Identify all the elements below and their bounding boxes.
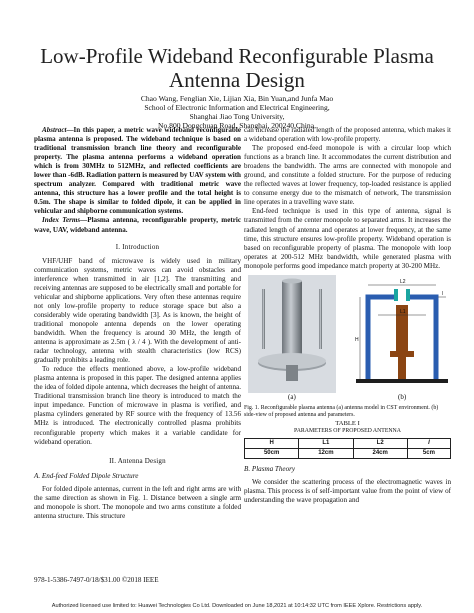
index-terms-text: —Plasma antenna, reconfigurable property, metric wave, UAV, wideband antenna.	[34, 216, 241, 234]
figure-label-b: (b)	[398, 392, 407, 401]
antenna-model-drawing	[248, 275, 336, 393]
table-header-cell: L1	[299, 438, 353, 448]
table-cell: 24cm	[353, 448, 407, 458]
abstract-text: —In this paper, a metric wave wideband reconfigurable plasma antenna is proposed. The wideband technique is based on traditional transmission branch line theory and reconfigurable property. The plasma antenna performs a wideband operation which is from 30MHz to 512MHz, and reflected coefficients are lower than -6dB. Radiation pattern is measured by UAV system with spectrum analyzer. Compared with traditional metric wave antenna, this structure has a lower profile and the total height is 0.5m. The shape is similar to folded dipole, it can be applied in vehicular and shipborne communication systems.	[34, 126, 241, 216]
table-cell: 12cm	[299, 448, 353, 458]
dimension-label-l: l	[442, 290, 444, 297]
table-header-cell: L2	[353, 438, 407, 448]
right-column	[244, 126, 451, 505]
section-heading-antenna-design: II. Antenna Design	[109, 456, 166, 465]
antenna-model-image	[248, 275, 336, 393]
figure-caption: Fig. 1. Reconfigurable plasma antenna (a) antenna model in CST environment. (b) side-view of proposed antenna and parameters.	[244, 404, 439, 419]
title-line-2: Antenna Design	[169, 68, 305, 92]
dimension-label-l2: L2	[400, 278, 406, 285]
right-paragraph-2: The proposed end-feed monopole is with a circular loop which functions as a branch line. It accommodates the current distribution and broadens the bandwidth. The arms are connected with monopole and ground, and constitute a folded structure. For the purpose of reducing the reflected waves at lower frequency, top-loaded resistance is applied to consume energy due to the mismatch of network, The transmission line operates in a travelling wave state.	[244, 144, 451, 207]
download-notice: Authorized licensed use limited to: Huawei Technologies Co Ltd. Downloaded on June 18,2021 at 10:14:32 UTC from IEEE Xplore. Restrictions apply.	[51, 603, 423, 609]
section-b-paragraph: We consider the scattering process of the electromagnetic waves in plasma. This process is of self-important value from the point of view of understanding the wave propagation and	[244, 477, 451, 504]
title-line-1: Low-Profile Wideband Reconfigurable Plasma	[40, 44, 434, 68]
table-header-row	[245, 438, 451, 448]
dimension-label-h: H	[355, 336, 359, 343]
intro-paragraph-1: VHF/UHF band of microwave is widely used in military communication systems, metric waves can avoid obstacles and interference when transmitted in air [1,2]. The transmitting and receiving antennas are supposed to be electrically small and portable for vehicular and shipborne applications. Very often these antennas require not only low-profile property to reduce storage space but also a considerably wide operating bandwidth [3]. As is known, the height of traditional monopole antenna depends on the lower operating bandwidth. When the frequency is around 30 MHz, the length of antenna is approximate as 2.5m ( λ / 4 ). With the development of anti-radar technology, antenna with stealth characteristics (low RCS) gradually prohibits a leading role.	[34, 256, 241, 365]
table-row	[245, 448, 451, 458]
abstract	[34, 126, 241, 216]
table-caption: PARAMETERS OF PROPOSED ANTENNA	[294, 427, 401, 434]
table-cell: 5cm	[407, 448, 450, 458]
section-a-paragraph: For folded dipole antennas, current in the left and right arms are with the same direction as shown in Fig. 1. Distance between a single arm and monopole is short. The monopole and two arms constitute a folded antenna structure. This structure	[34, 484, 241, 520]
antenna-side-view	[354, 275, 450, 393]
table-cell: 50cm	[245, 448, 299, 458]
right-paragraph-1: can increase the radiated length of the proposed antenna, which makes it a wideband operation with low-profile property.	[244, 126, 451, 144]
index-terms-label: Index Terms	[42, 216, 81, 225]
figure-label-a: (a)	[288, 392, 296, 401]
dimension-label-l1: L1	[400, 308, 406, 315]
left-column	[34, 126, 241, 521]
copyright-footer: 978-1-5386-7497-0/18/$31.00 ©2018 IEEE	[34, 576, 159, 584]
right-paragraph-3: End-feed technique is used in this type of antenna, signal is transmitted from the center monopole to separated arms. It increases the radiated length of antenna and operates at lower frequency, at the same time, this structure ensures low-profile property. Wideband operation is based on reconfigurable property of plasma. The monopole with loop operates at 200-512 MHz bandwidth, while generated plasma with monopole performs good impedance match property at 30-200 MHz.	[244, 207, 451, 270]
table-header-cell: H	[245, 438, 299, 448]
authors: Chao Wang, Fenglian Xie, Lijian Xia, Bin Yuan,and Junfa Mao	[140, 94, 334, 103]
antenna-side-view-drawing	[354, 275, 450, 393]
affiliation-line: Shanghai Jiao Tong University,	[189, 112, 285, 121]
abstract-label: Abstract	[42, 126, 67, 134]
table-number: TABLE I	[335, 420, 360, 428]
figure-1	[244, 275, 451, 403]
affiliation-line: School of Electronic Information and Electrical Engineering,	[144, 103, 330, 112]
subsection-heading-a: A. End-feed Folded Dipole Structure	[34, 471, 139, 480]
section-heading-introduction: I. Introduction	[115, 242, 160, 251]
table-header-cell: l	[407, 438, 450, 448]
affiliation-line: No.800 Dongchuan Road, Shanghai, 200240,China,	[158, 121, 316, 130]
index-terms	[34, 216, 241, 234]
intro-paragraph-2: To reduce the effects mentioned above, a low-profile wideband plasma antenna is proposed in this paper. The designed antenna applies the idea of folded dipole antenna, which decreases the height of antenna. Traditional transmission branch line theory is introduced to match the input impedance. Function of microwave in plasma is verified, and plasma cylinders generated by RF source with the frequency of 13.56 MHz is introduced. The electronically controlled plasma prohibits reconfigurable property which makes it a variable candidate for wideband operation.	[34, 365, 241, 446]
paper-title	[0, 44, 474, 92]
parameters-table	[244, 438, 451, 459]
subsection-heading-b: B. Plasma Theory	[244, 464, 296, 473]
